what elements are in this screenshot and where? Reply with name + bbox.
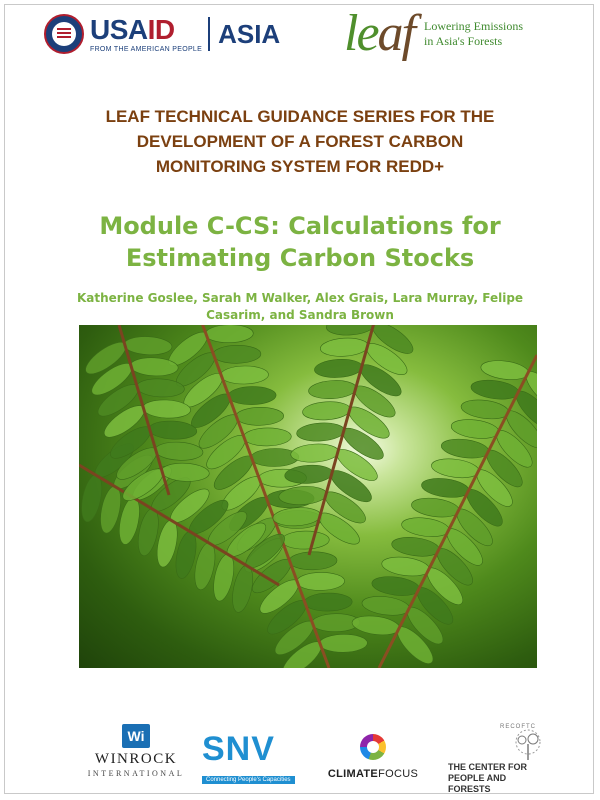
usaid-wordmark: USAID [90,13,175,45]
fern-leaflet [381,554,431,578]
fern-leaflet [400,515,450,539]
fern-leaflet [410,496,460,520]
winrock-logo: Wi WINROCK INTERNATIONAL [84,724,188,778]
authors: Katherine Goslee, Sarah M Walker, Alex Grais, Lara Murray, Felipe Casarim, and Sandra Brown [76,291,524,322]
fern-leaflet [470,378,520,402]
fern-leaflet [290,443,339,464]
fern-leaflet [450,417,500,441]
usaid-seal-icon [44,14,84,54]
fern-leaflet [155,441,204,461]
fern-leaflet [278,485,327,506]
climate-focus-logo: CLIMATEFOCUS [312,734,434,780]
fern-leaflet [430,456,480,480]
fern-leaflet [236,407,284,426]
leaf-logo-icon: leaf [344,5,414,62]
logo-separator [208,17,210,51]
fern-leaflet [371,574,421,598]
fern-leaflet [243,428,291,447]
fern-leaflet [205,325,253,343]
fern-leaflet [326,325,375,336]
fern-leaflet [304,593,352,612]
usaid-asia-logo [44,14,280,54]
fern-leaflet [314,358,363,379]
snv-logo [202,732,295,785]
snv-logo-icon: SNV [202,730,275,768]
fern-leaflet [460,397,510,421]
fern-leaflet [440,437,490,461]
usaid-tagline: FROM THE AMERICAN PEOPLE [90,45,203,53]
fern-leaflet [281,531,329,550]
cover-photo [79,325,537,668]
fern-stem [379,355,537,668]
snv-tagline: Connecting People's Capacities [202,776,295,784]
fern-leaflet [420,476,470,500]
fern-leaves-image [79,325,537,668]
fern-leaflet [213,345,261,364]
fern-leaflet [361,594,411,618]
fern-leaflet [351,613,401,637]
leaf-logo [344,5,523,62]
fern-leaflet [124,335,173,355]
fern-leaflet [284,464,333,485]
fern-leaflet [302,400,351,421]
fern-leaflet [220,366,268,385]
recoftc-tree-icon [506,728,550,762]
fern-leaflet [148,420,197,440]
leaf-tagline-line1: Lowering Emissions [424,19,523,33]
climate-focus-ring-icon [360,734,386,760]
fern-leaflet [308,379,357,400]
fern-leaflet [391,535,441,559]
leaf-tagline-line2: in Asia's Forests [424,34,503,48]
series-title: LEAF TECHNICAL GUIDANCE SERIES FOR THE DEVELOPMENT OF A FOREST CARBON MONITORING SYSTEM FOR REDD+ [105,107,495,176]
winrock-logo-icon: Wi [122,724,150,748]
fern-leaflet [228,386,276,405]
usaid-region: ASIA [218,18,281,49]
module-title: Module C-CS: Calculations for Estimating Carbon Stocks [99,212,501,272]
fern-leaflet [296,422,345,443]
fern-leaflet [319,634,367,653]
fern-leaflet [320,337,369,358]
fern-leaflet [296,572,344,591]
fern-leaflet [289,551,337,570]
fern-leaflet [480,358,530,382]
